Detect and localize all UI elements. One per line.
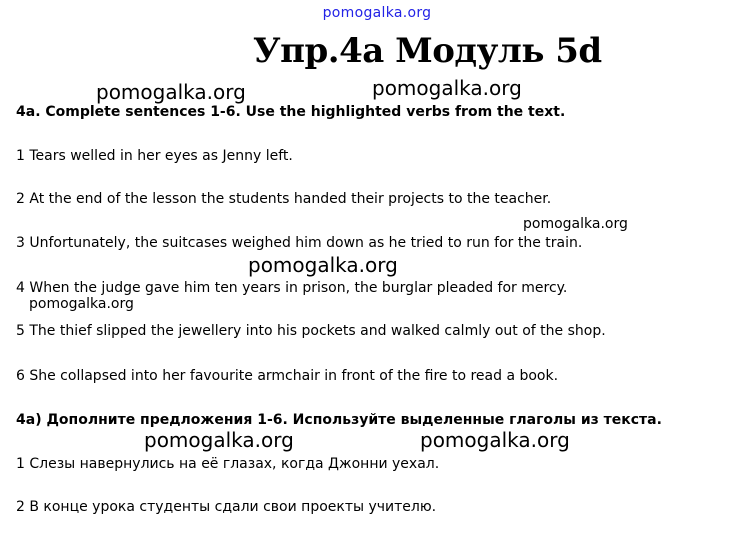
site-link[interactable]: pomogalka.org (322, 5, 432, 21)
instruction-en: 4a. Complete sentences 1-6. Use the highlighted verbs from the text. (16, 104, 566, 120)
watermark-3: pomogalka.org (523, 216, 628, 232)
site-header (0, 2, 750, 21)
sentence-en-1: 1 Tears welled in her eyes as Jenny left. (16, 148, 293, 164)
watermark-1: pomogalka.org (96, 80, 246, 104)
watermark-7: pomogalka.org (420, 428, 570, 452)
watermark-5: pomogalka.org (29, 296, 134, 312)
sentence-en-6: 6 She collapsed into her favourite armchair in front of the fire to read a book. (16, 368, 559, 384)
sentence-en-3: 3 Unfortunately, the suitcases weighed him down as he tried to run for the train. (16, 235, 583, 251)
sentence-en-4: 4 When the judge gave him ten years in prison, the burglar pleaded for mercy. (16, 280, 568, 296)
sentence-en-2: 2 At the end of the lesson the students handed their projects to the teacher. (16, 191, 552, 207)
sentence-ru-1: 1 Слезы навернулись на её глазах, когда Джонни уехал. (16, 456, 440, 472)
sentence-en-5: 5 The thief slipped the jewellery into his pockets and walked calmly out of the shop. (16, 323, 606, 339)
watermark-6: pomogalka.org (144, 428, 294, 452)
sentence-ru-2: 2 В конце урока студенты сдали свои проекты учителю. (16, 499, 437, 515)
watermark-2: pomogalka.org (372, 76, 522, 100)
page-title: Упр.4а Модуль 5d (253, 31, 602, 71)
watermark-4: pomogalka.org (248, 253, 398, 277)
instruction-ru: 4а) Дополните предложения 1-6. Используйте выделенные глаголы из текста. (16, 412, 662, 428)
